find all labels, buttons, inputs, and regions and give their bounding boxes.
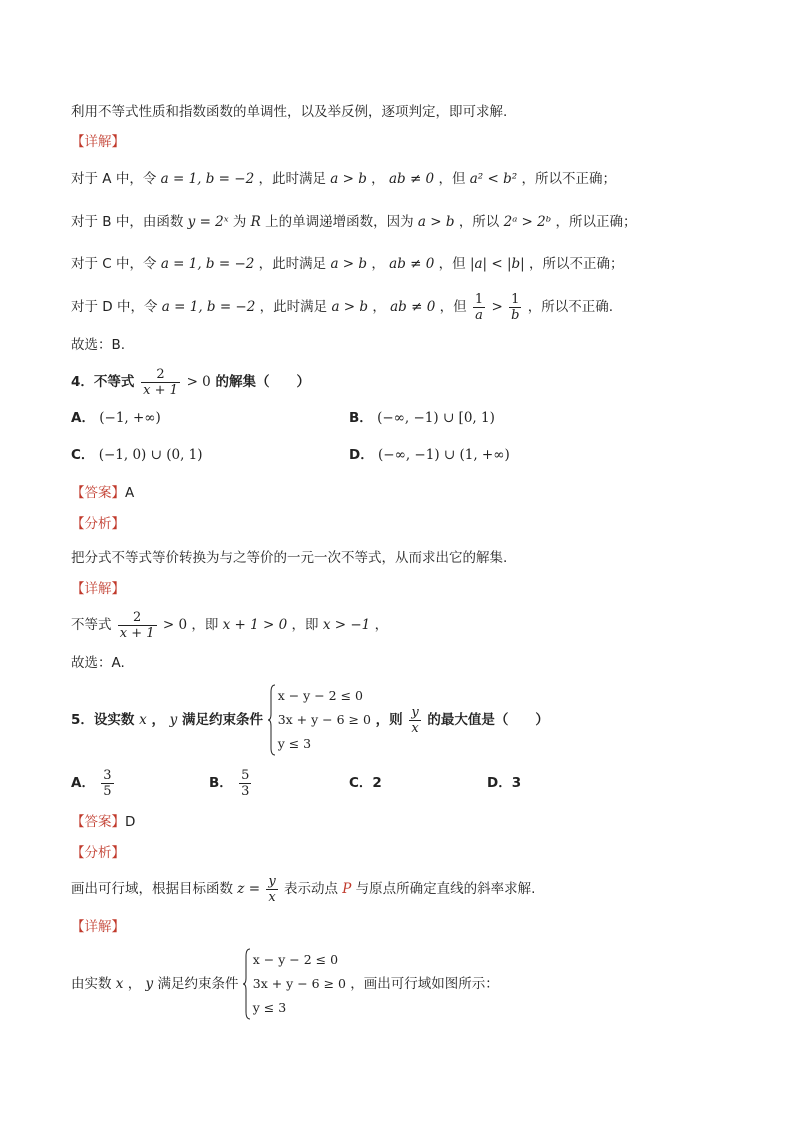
math: y = 2ˣ [187,214,229,230]
q4-option-a [71,409,161,427]
math: y [145,976,154,992]
q5-option-d [487,774,521,792]
fraction [118,610,157,641]
math: 2ᵃ > 2ᵇ [503,214,552,230]
denominator: 5 [103,783,112,799]
q3-line-d [71,289,613,325]
q3-line-a [71,170,616,188]
option-value: (−∞, −1) ∪ [0, 1) [377,410,495,426]
answer-label: 【答案】 [71,814,125,830]
q5-detail-label: 【详解】 [71,919,125,935]
q5-answer [71,813,135,831]
option-label: B． [349,410,373,426]
text: ，所以不正确； [529,256,624,272]
q4-option-d [349,446,510,464]
numerator: 5 [241,767,250,783]
numerator: 2 [156,366,165,382]
math: a > b [331,299,369,315]
left-brace-icon [268,684,276,756]
fraction [266,874,277,905]
math: a = 1, b = −2 [161,299,256,315]
option-value: (−∞, −1) ∪ (1, +∞) [378,447,510,463]
text: ， [127,976,142,992]
text: 5．设实数 [71,712,135,728]
text: ，此时满足 [259,299,328,315]
q3-choice: 故选：B. [71,337,126,353]
left-brace-icon [243,948,251,1020]
text: ， [372,299,386,315]
numerator: 2 [133,609,142,625]
text: ，此时满足 [258,256,327,272]
math: |a| < |b| [469,256,525,272]
option-value: 3 [511,775,522,791]
text: ，即 [191,617,219,633]
constraint-system [243,948,346,1020]
text: 由实数 [71,976,112,992]
option-label: A． [71,775,95,791]
math: z = [237,881,261,897]
q3-detail-label: 【详解】 [71,134,125,150]
q4-stem [71,364,310,400]
fraction [239,768,251,799]
math: x > −1 [322,617,371,633]
denominator: 3 [241,783,250,799]
math: a > b [330,171,367,187]
math: ab ≠ 0 [389,256,435,272]
denominator: x + 1 [143,382,178,398]
text: ，所以不正确； [521,171,616,187]
math: y [169,712,178,728]
q4-option-c [71,446,203,464]
option-value: (−1, +∞) [99,410,161,426]
q3-analysis-text: 利用不等式性质和指数函数的单调性，以及举反例，逐项判定，即可求解. [71,104,508,120]
q5-detail [71,946,499,1022]
option-label: B． [209,775,233,791]
denominator: x [409,720,420,736]
constraint-row: 3x + y − 6 ≥ 0 [252,976,346,991]
text: 表示动点 [283,881,338,897]
answer-label: 【答案】 [71,485,125,501]
fraction [409,705,420,736]
text: 的最大值是（ ） [427,712,549,728]
text: ，画出可行域如图所示： [350,976,499,992]
math: R [250,214,261,230]
constraint-system [268,684,371,756]
text: 上的单调递增函数，因为 [265,214,414,230]
denominator: x [266,889,277,905]
q4-analysis-text: 把分式不等式等价转换为与之等价的一元一次不等式，从而求出它的解集. [71,550,508,566]
constraint-row: x − y − 2 ≤ 0 [277,688,363,703]
text: 对于 A 中，令 [71,171,157,187]
text: ，但 [439,299,467,315]
math: ab ≠ 0 [390,299,436,315]
text: 为 [232,214,247,230]
q4-option-b [349,409,495,427]
q4-detail [71,607,388,643]
math: > 0 [186,374,211,390]
numerator: 1 [511,291,520,307]
constraint-row: y ≤ 3 [277,736,312,751]
constraint-row: x − y − 2 ≤ 0 [252,952,339,967]
denominator: b [511,307,520,323]
text: 4．不等式 [71,374,135,390]
q5-option-a [71,765,116,801]
constraint-row: 3x + y − 6 ≥ 0 [277,712,371,727]
text: 对于 C 中，令 [71,256,157,272]
constraint-row: y ≤ 3 [252,1000,287,1015]
text: ，所以 [458,214,500,230]
option-label: D． [487,775,512,791]
q5-analysis-text [71,871,535,907]
option-value: 2 [372,775,382,791]
math: x + 1 > 0 [222,617,288,633]
text: 的解集（ ） [215,374,310,390]
q4-analysis-label: 【分析】 [71,516,125,532]
option-label: C． [349,775,373,791]
text: ，但 [438,256,466,272]
q4-answer [71,484,134,502]
text: 不等式 [71,617,112,633]
math: a = 1, b = −2 [160,171,255,187]
text: 与原点所确定直线的斜率求解. [355,881,536,897]
text: ，所以正确； [555,214,637,230]
text: ，即 [291,617,319,633]
numerator: 3 [103,767,112,783]
math: a² < b² [469,171,518,187]
text: ， [371,256,385,272]
math: P [342,881,352,897]
text: ，所以不正确. [527,299,614,315]
q3-line-b [71,213,636,231]
answer-value: D [125,814,136,830]
math: > 0 [162,617,188,633]
math: a > b [417,214,455,230]
fraction [473,292,485,323]
math: a > b [330,256,368,272]
text: 满足约束条件 [157,976,239,992]
option-label: D． [349,447,374,463]
math: a = 1, b = −2 [160,256,255,272]
q5-analysis-label: 【分析】 [71,845,125,861]
text: ， [371,171,385,187]
fraction [509,292,521,323]
numerator: 1 [474,291,484,307]
math: ab ≠ 0 [388,171,435,187]
fraction [141,367,180,398]
text: 画出可行域，根据目标函数 [71,881,233,897]
text: 满足约束条件 [181,712,263,728]
text: ， [151,712,165,728]
math: > [491,299,503,315]
q5-stem [71,682,549,758]
fraction [101,768,113,799]
denominator: x + 1 [119,625,155,641]
q4-choice: 故选：A. [71,655,125,671]
answer-value: A [125,485,135,501]
q5-option-c [349,774,382,792]
text: ， [374,617,389,633]
math: x [139,712,147,728]
text: 对于 D 中，令 [71,299,158,315]
numerator: y [411,704,419,720]
option-value: (−1, 0) ∪ (0, 1) [98,447,203,463]
numerator: y [268,873,276,889]
option-label: C． [71,447,95,463]
text: 对于 B 中，由函数 [71,214,184,230]
q4-detail-label: 【详解】 [71,581,125,597]
q3-line-c [71,255,624,273]
option-label: A． [71,410,95,426]
math: x [115,976,124,992]
text: ，则 [375,712,403,728]
text: ，此时满足 [258,171,326,187]
text: ，但 [438,171,466,187]
q5-option-b [209,765,253,801]
denominator: a [473,307,485,323]
